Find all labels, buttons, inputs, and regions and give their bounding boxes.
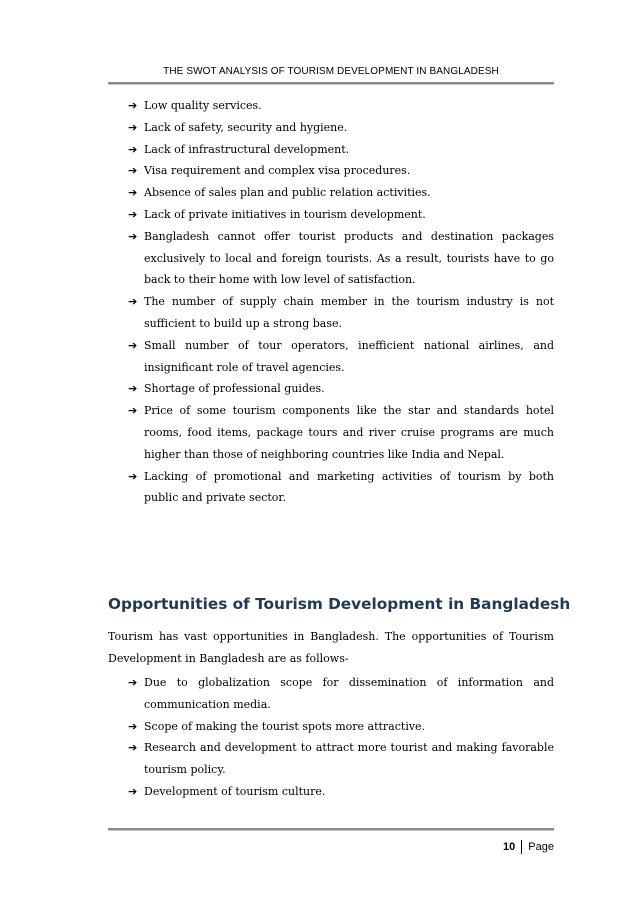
arrow-right-icon: ➔	[128, 229, 138, 243]
list-item: ➔ Lack of safety, security and hygiene.	[128, 117, 554, 139]
arrow-right-icon: ➔	[128, 120, 138, 134]
footer-rule	[108, 828, 554, 831]
list-item: ➔ Bangladesh cannot offer tourist products and destination packages exclusively to local and foreign tourists. As a result, tourists have to go back to their home with low level of satisfaction.	[128, 226, 554, 291]
arrow-right-icon: ➔	[128, 186, 138, 200]
weaknesses-list	[128, 95, 554, 509]
arrow-right-icon: ➔	[128, 719, 138, 733]
running-header: THE SWOT ANALYSIS OF TOURISM DEVELOPMENT IN BANGLADESH	[163, 66, 499, 77]
arrow-right-icon: ➔	[128, 382, 138, 396]
arrow-right-icon: ➔	[128, 295, 138, 309]
list-item: ➔ Due to globalization scope for dissemination of information and communication media.	[128, 672, 554, 716]
arrow-right-icon: ➔	[128, 784, 138, 798]
list-item: ➔ Absence of sales plan and public relation activities.	[128, 182, 554, 204]
arrow-right-icon: ➔	[128, 99, 138, 112]
arrow-right-icon: ➔	[128, 404, 138, 418]
list-item: ➔ Price of some tourism components like the star and standards hotel rooms, food items, package tours and river cruise programs are much higher than those of neighboring countries like India and Nepal.	[128, 400, 554, 465]
list-item: ➔ Lack of infrastructural development.	[128, 139, 554, 161]
arrow-right-icon: ➔	[128, 469, 138, 483]
list-item: ➔ Development of tourism culture.	[128, 781, 554, 803]
opportunities-list	[128, 672, 554, 803]
arrow-right-icon: ➔	[128, 164, 138, 178]
page-footer	[503, 840, 554, 854]
list-item: ➔ Visa requirement and complex visa procedures.	[128, 160, 554, 182]
list-item: ➔ Small number of tour operators, inefficient national airlines, and insignificant role of travel agencies.	[128, 335, 554, 379]
arrow-right-icon: ➔	[128, 142, 138, 156]
list-item: ➔ Research and development to attract more tourist and making favorable tourism policy.	[128, 737, 554, 781]
arrow-right-icon: ➔	[128, 741, 138, 755]
page-label: Page	[528, 841, 554, 853]
footer-divider	[521, 840, 522, 854]
arrow-right-icon: ➔	[128, 676, 138, 689]
intro-paragraph: Tourism has vast opportunities in Bangladesh. The opportunities of Tourism Development in Bangladesh are as follows-	[108, 630, 554, 665]
arrow-right-icon: ➔	[128, 338, 138, 352]
list-item: ➔ Lacking of promotional and marketing activities of tourism by both public and private sector.	[128, 466, 554, 510]
list-item: ➔ Low quality services.	[128, 95, 554, 117]
section-heading: Opportunities of Tourism Development in Bangladesh	[108, 595, 571, 613]
list-item: ➔ Scope of making the tourist spots more attractive.	[128, 716, 554, 738]
list-item: ➔ The number of supply chain member in the tourism industry is not sufficient to build up a strong base.	[128, 291, 554, 335]
header-rule	[108, 82, 554, 85]
page-number: 10	[503, 841, 516, 853]
list-item: ➔ Shortage of professional guides.	[128, 378, 554, 400]
list-item: ➔ Lack of private initiatives in tourism development.	[128, 204, 554, 226]
arrow-right-icon: ➔	[128, 207, 138, 221]
